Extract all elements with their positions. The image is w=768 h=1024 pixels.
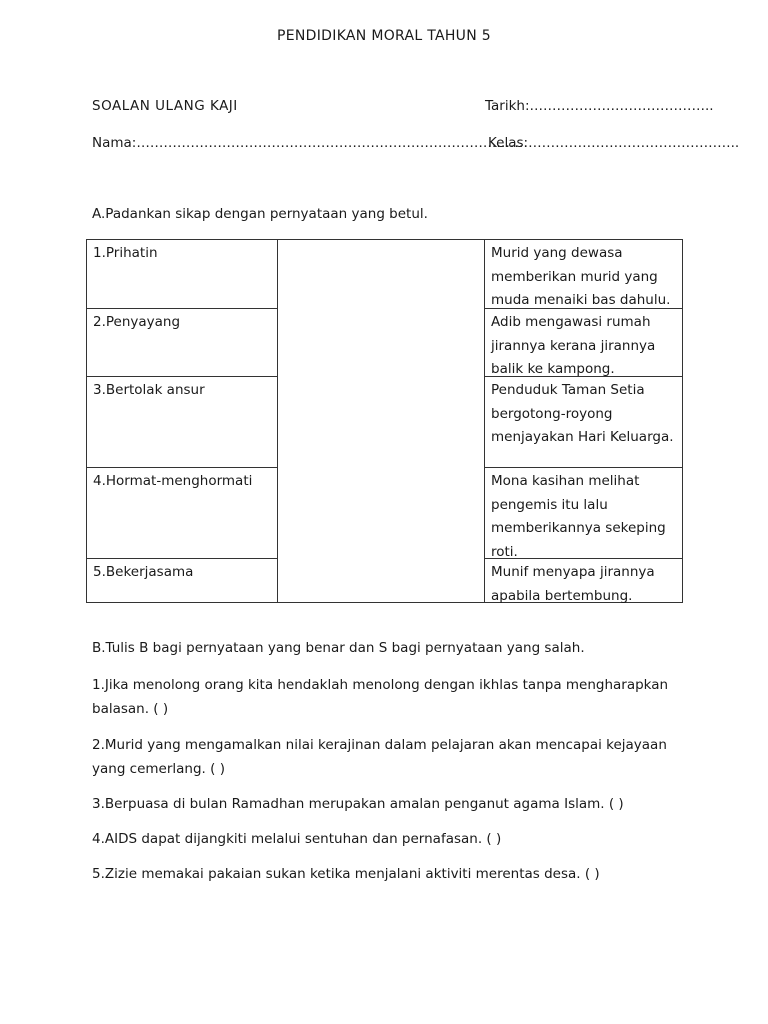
statement-column	[484, 239, 683, 603]
statement-cell: Munif menyapa jirannya apabila bertembung.	[485, 558, 682, 602]
page-title: PENDIDIKAN MORAL TAHUN 5	[277, 28, 491, 44]
attitude-cell: 1.Prihatin	[93, 245, 158, 261]
attitude-cell: 5.Bekerjasama	[87, 558, 277, 602]
statement-cell: Penduduk Taman Setia bergotong-royong menjayakan Hari Keluarga.	[485, 376, 682, 467]
statement-cell: Mona kasihan melihat pengemis itu lalu memberikannya sekeping roti.	[485, 467, 682, 558]
question-item: 4.AIDS dapat dijangkiti melalui sentuhan dan pernafasan. ( )	[92, 831, 502, 847]
section-b-instruction: B.Tulis B bagi pernyataan yang benar dan S bagi pernyataan yang salah.	[92, 640, 585, 656]
question-item: 2.Murid yang mengamalkan nilai kerajinan dalam pelajaran akan mencapai kejayaan yang cemerlang. ( )	[92, 737, 667, 777]
matching-space	[276, 239, 484, 603]
class-field: Kelas:………………………………………..	[488, 135, 740, 151]
attitude-cell: 4.Hormat-menghormati	[87, 467, 277, 558]
question-item: 1.Jika menolong orang kita hendaklah menolong dengan ikhlas tanpa mengharapkan balasan. ( )	[92, 677, 669, 717]
section-a-instruction: A.Padankan sikap dengan pernyataan yang betul.	[92, 206, 428, 222]
attitude-cell: 2.Penyayang	[87, 308, 277, 376]
question-item: 3.Berpuasa di bulan Ramadhan merupakan amalan penganut agama Islam. ( )	[92, 796, 624, 812]
matching-table	[86, 239, 683, 603]
name-field: Nama:……………………………………………………………………………	[92, 135, 528, 151]
statement-cell: Adib mengawasi rumah jirannya kerana jirannya balik ke kampong.	[485, 308, 682, 376]
date-field: Tarikh:…………………………………..	[485, 98, 714, 114]
attitude-cell: 3.Bertolak ansur	[87, 376, 277, 467]
attitude-column	[86, 239, 278, 603]
statement-cell: Murid yang dewasa memberikan murid yang muda menaiki bas dahulu.	[491, 245, 671, 308]
worksheet-heading: SOALAN ULANG KAJI	[92, 98, 238, 114]
question-item: 5.Zizie memakai pakaian sukan ketika menjalani aktiviti merentas desa. ( )	[92, 866, 600, 882]
